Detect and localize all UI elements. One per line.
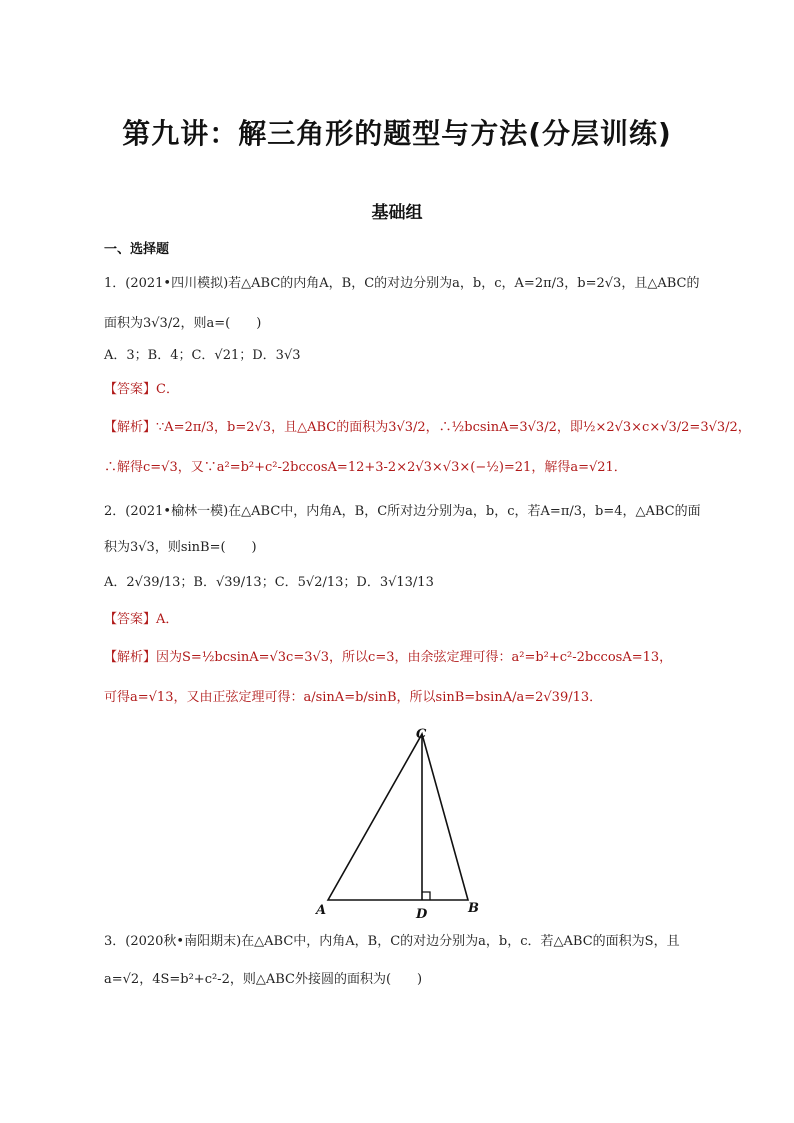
triangle-abc	[328, 734, 468, 900]
q2-stem-line2: 积为3√3，则sinB=( )	[104, 540, 257, 555]
right-angle-mark	[422, 892, 430, 900]
page-title: 第九讲：解三角形的题型与方法(分层训练)	[122, 117, 672, 150]
analysis-tag: 【解析】	[104, 420, 157, 435]
foot-label-d: D	[416, 907, 428, 922]
vertex-label-c: C	[416, 727, 427, 742]
vertex-label-a: A	[316, 903, 327, 918]
q3-stem-line2: a=√2，4S=b²+c²-2，则△ABC外接圆的面积为( )	[104, 972, 423, 987]
analysis-text: 因为S=½bcsinA=√3c=3√3，所以c=3，由余弦定理可得：a²=b²+c²-2bccosA=13，	[156, 650, 673, 665]
q2-analysis-line2: 可得a=√13，又由正弦定理可得：a/sinA=b/sinB，所以sinB=bsinA/a=2√39/13．	[104, 690, 603, 705]
q2-options: A．2√39/13；B．√39/13；C．5√2/13；D．3√13/13	[104, 575, 434, 590]
analysis-tag: 【解析】	[104, 650, 157, 665]
answer-value: A．	[156, 612, 179, 627]
group-heading: 基础组	[371, 203, 423, 223]
analysis-text: ∵A=2π/3，b=2√3，且△ABC的面积为3√3/2，∴½bcsinA=3√3/2，即½×2√3×c×√3/2=3√3/2，	[156, 420, 751, 435]
vertex-label-b: B	[468, 901, 479, 916]
q2-analysis	[104, 648, 672, 668]
q1-analysis-line2: ∴解得c=√3，又∵a²=b²+c²-2bccosA=12+3-2×2√3×√3×(−½)=21，解得a=√21．	[104, 460, 627, 475]
section-heading: 一、选择题	[104, 242, 170, 257]
q3-stem: 3．(2020秋•南阳期末)在△ABC中，内角A，B，C的对边分别为a，b，c．若△ABC的面积为S，且	[104, 934, 680, 949]
q2-stem: 2．(2021•榆林一模)在△ABC中，内角A，B，C所对边分别为a，b，c，若A=π/3，b=4，△ABC的面	[104, 504, 701, 519]
answer-value: C．	[156, 382, 179, 397]
q1-analysis	[104, 418, 751, 438]
triangle-diagram	[312, 722, 502, 922]
q1-stem-line2: 面积为3√3/2，则a=( )	[104, 316, 262, 331]
q1-answer	[104, 380, 179, 400]
triangle-figure	[312, 722, 502, 926]
q1-stem: 1．(2021•四川模拟)若△ABC的内角A，B，C的对边分别为a，b，c，A=2π/3，b=2√3，且△ABC的	[104, 276, 700, 291]
answer-tag: 【答案】	[104, 612, 157, 627]
q1-options: A．3；B．4；C．√21；D．3√3	[104, 348, 301, 363]
answer-tag: 【答案】	[104, 382, 157, 397]
q2-answer	[104, 610, 178, 630]
